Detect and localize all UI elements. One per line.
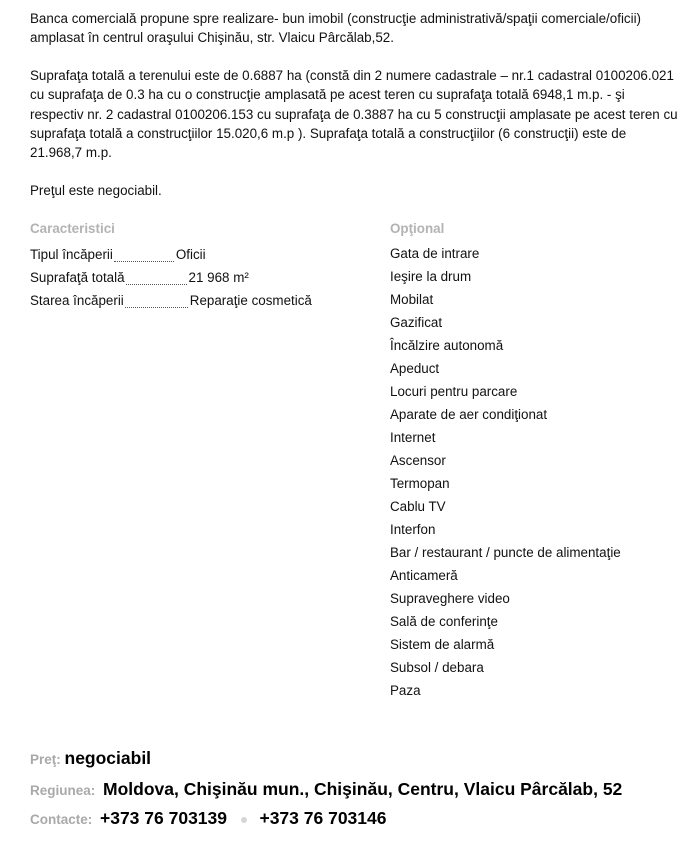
- description-paragraph: Preţul este negociabil.: [30, 182, 162, 198]
- optional-item: Ascensor: [390, 453, 446, 468]
- optional-item: Paza: [390, 683, 421, 698]
- optional-item: Cablu TV: [390, 499, 446, 514]
- optional-item: Mobilat: [390, 292, 434, 307]
- phone-link-1[interactable]: +373 76 703139: [100, 808, 228, 828]
- contacts-label: Contacte:: [30, 812, 93, 827]
- price-label: Preţ:: [30, 752, 61, 767]
- dotted-leader: [126, 284, 187, 285]
- description-paragraph: Suprafaţa totală a terenului este de 0.6887 ha (constă din 2 numere cadastrale – nr.1 cadastral 0100206.021 cu suprafaţa de 0.3 ha cu o construcţie amplasată pe acest teren cu suprafaţa totală 6948,1 m.p. - şi respectiv nr. 2 cadastral 0100206.153 cu suprafaţa de 0.3887 ha cu 5 construcţii amplasate pe acest teren cu suprafaţa totală a construcţiilor 15.020,6 m.p ). Suprafaţa totală a construcţiilor (6 construcţii) este de 21.968,7 m.p.: [30, 67, 678, 161]
- characteristics-title: Caracteristici: [30, 221, 115, 236]
- optional-title: Opţional: [390, 221, 445, 236]
- price-row: [30, 748, 151, 769]
- optional-item: Sistem de alarmă: [390, 637, 495, 652]
- optional-item: Sală de conferinţe: [390, 614, 498, 629]
- optional-list: [390, 243, 621, 703]
- description-paragraph: Banca comercială propune spre realizare- bun imobil (construcţie administrativă/spaţii comerciale/oficii) amplasat în centrul oraşului Chişinău, str. Vlaicu Pârcălab,52.: [30, 11, 642, 46]
- characteristic-value: 21 968 m²: [188, 270, 249, 285]
- characteristic-label: Starea încăperii: [30, 293, 124, 308]
- characteristic-value: Oficii: [175, 247, 206, 262]
- optional-item: Subsol / debara: [390, 660, 484, 675]
- optional-item: Locuri pentru parcare: [390, 384, 518, 399]
- optional-item: Termopan: [390, 476, 450, 491]
- characteristic-row: [30, 243, 360, 266]
- characteristic-label: Suprafaţă totală: [30, 270, 125, 285]
- optional-item: Aparate de aer condiţionat: [390, 407, 548, 422]
- optional-item: Încălzire autonomă: [390, 338, 504, 353]
- optional-item: Ieşire la drum: [390, 269, 472, 284]
- characteristic-row: [30, 266, 360, 289]
- optional-item: Gazificat: [390, 315, 443, 330]
- ad-description: [30, 9, 680, 218]
- region-row: [30, 779, 622, 800]
- optional-item: Apeduct: [390, 361, 440, 376]
- phone-link-2[interactable]: +373 76 703146: [259, 808, 387, 828]
- contacts-row: [30, 808, 387, 829]
- optional-item: Anticameră: [390, 568, 458, 583]
- region-value: Moldova, Chişinău mun., Chişinău, Centru, Vlaicu Pârcălab, 52: [103, 779, 623, 799]
- optional-item: Gata de intrare: [390, 246, 480, 261]
- dotted-leader: [114, 261, 174, 262]
- characteristic-value: Reparaţie cosmetică: [189, 293, 312, 308]
- characteristic-row: [30, 289, 360, 312]
- characteristic-label: Tipul încăperii: [30, 247, 113, 262]
- region-label: Regiunea:: [30, 783, 96, 798]
- characteristics-list: [30, 243, 360, 312]
- price-value: negociabil: [64, 748, 152, 768]
- dotted-leader: [125, 307, 188, 308]
- optional-item: Internet: [390, 430, 436, 445]
- optional-item: Interfon: [390, 522, 436, 537]
- optional-item: Supraveghere video: [390, 591, 510, 606]
- optional-item: Bar / restaurant / puncte de alimentaţie: [390, 545, 621, 560]
- separator-dot-icon: [241, 817, 247, 823]
